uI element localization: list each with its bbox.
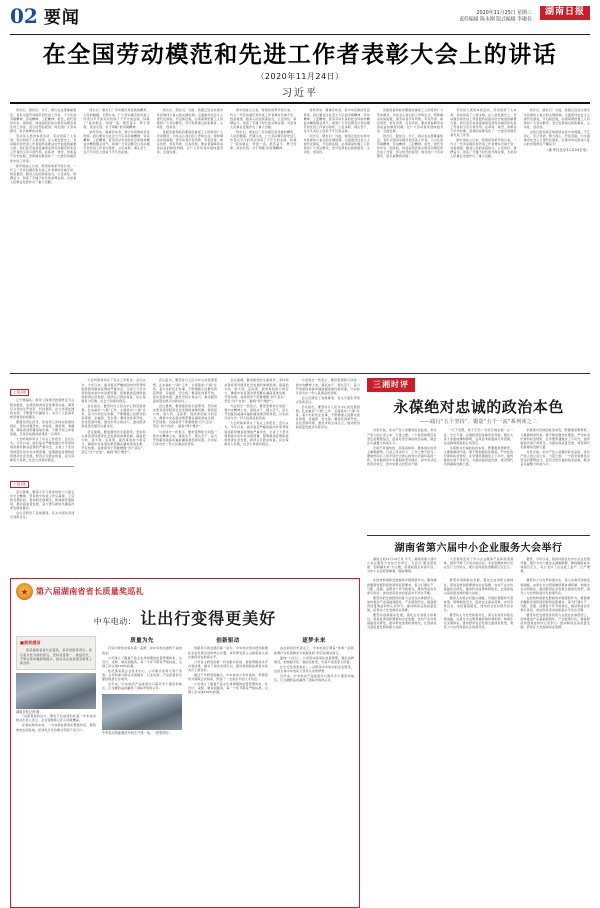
paragraph: 与会同志一致表示，要把思想和行动统一到中央精神上来，真抓实干、埋头苦干，奋力开创富饶美丽幸福新湖南建设新局面，以实际行动交出一份人民满意的答卷。: [224, 404, 289, 421]
paper-logo: 湖南日报: [540, 6, 590, 20]
award-banner-text: 第六届湖南省省长质量奖巡礼: [36, 587, 144, 597]
photo-caption-1: 湖南日报记者 摄: [16, 709, 40, 714]
award-kicker: 中车电动：: [93, 617, 137, 627]
cont-col-1: [10, 378, 74, 574]
lead-col-5: [304, 108, 370, 185]
award-subhead-1: 质量为先: [130, 638, 154, 645]
paragraph: 要坚持把发展经济的着力点放在实体经济上，加快推进产业基础高级化、产业链现代化，提高经济质量效益和核心竞争力。推动制造业高质量发展，培育壮大先进制造业集群。: [367, 595, 437, 613]
paragraph: 要坚持把发展经济的着力点放在实体经济上，加快推进产业基础高级化、产业链现代化，提高经济质量效益和核心竞争力。推动制造业高质量发展，培育壮大先进制造业集群。: [520, 613, 590, 630]
secondary-headline: 湖南省第六届中小企业服务大会举行: [394, 543, 563, 555]
lead-col-8: [524, 108, 590, 185]
publication-date: 2020年11月25日 星期三: [476, 9, 532, 15]
paragraph: 辽宁舰编队、航母工程建设按照既定节点稳步推进，各项试验训练任务顺利完成。海军官兵坚持从严治军、科技强军，在大洋深处锤炼本领，不断提升打赢能力，书写了人民海军转型建设的新篇章。: [10, 398, 75, 419]
page-number: 02: [10, 4, 38, 28]
page-title: 在全国劳动模范和先进工作者表彰大会上的讲话: [42, 42, 558, 68]
commentary-kicker: 三湘时评: [367, 378, 415, 392]
middle-zone: [10, 378, 590, 574]
paragraph: 各级党委和政府要高度重视工人阶级和广大劳动群众，切实关心他们的工作和生活，帮助解决实际困难，使劳动者学有所教、劳有所得、病有所医、老有所养、住有所居。要完善保障劳动者权益的制度机制，让广大劳动者实现体面劳动、全面发展。: [376, 108, 444, 133]
section-title: 要闻: [43, 8, 80, 28]
paragraph: 要坚持人与自然和谐共生，深入实施可持续发展战略，完善生态文明领域统筹协调机制，构建生态文明体系，推动经济社会发展全面绿色转型，建设人与自然和谐共生的现代化。: [520, 578, 590, 595]
photo-caption-2: 中车电动智能制造车间生产线一角。（资料图片）: [102, 731, 173, 736]
masthead: [10, 6, 590, 35]
paragraph: 永葆绝对忠诚的政治本色，既要靠思想教育，又要靠制度约束。要不断加强党性锻炼，严守政治纪律和政治规矩，在学懂弄通做实上下功夫，始终做到忠诚干净担当，为推动高质量发展、建设现代化新湖南贡献力量。: [520, 428, 590, 449]
paragraph: 同志们、朋友们！当前，我国正处在实现中华民族伟大复兴的关键时期。全面建设社会主义现代化国家，开启新征程，必须紧紧依靠工人阶级和广大劳动群众，充分发挥他们的积极性、主动性、创造性。: [303, 134, 370, 155]
award-banner: [16, 583, 354, 600]
cont-col-4: [224, 378, 288, 574]
commentary-col-1: [367, 428, 437, 532]
paragraph: 大会听取和审议了有关工作报告，会议认为，今年以来，面对复杂严峻的国内外形势特别是新冠肺炎疫情的严重冲击，全省上下坚决贯彻落实党中央决策部署，统筹推进疫情防控和经济社会发展，经济运行稳步恢复，民生保障有力有效，社会大局保持稳定。: [224, 421, 289, 446]
paragraph: 创新是引领发展的第一动力。中车电动坚持把创新摆在企业发展全局的核心位置，每年研发投入占销售收入的比重保持在较高水平。: [188, 646, 268, 659]
award-seal-icon: [16, 583, 33, 600]
paragraph: 会议指出，要坚持以人民为中心的发展思想，扎实做好“六稳”工作、全面落实“六保”任务，着力办好民生实事，不断增强人民群众的获得感、幸福感、安全感。要深化改革开放，优化营商环境，激发市场主体活力，推动经济高质量发展迈出新步伐。: [81, 404, 146, 429]
paragraph: 会议还研究了其他事项。有关方面负责同志列席会议。: [10, 511, 75, 520]
paragraph: 公司自主研发的新一代电驱动系统、智能网联技术平台等成果，填补了国内多项空白，推动我国新能源客车技术迈上新台阶。: [188, 659, 268, 672]
article-signature: （新华社北京11月24日电）: [545, 148, 590, 153]
sidebar-box-title: ■获奖感言: [20, 640, 41, 646]
lead-col-7: [450, 108, 516, 185]
paragraph: 会议指出，要坚持以人民为中心的发展思想，扎实做好“六稳”工作、全面落实“六保”任务，着力办好民生实事，不断增强人民群众的获得感、幸福感、安全感。要深化改革开放，优化营商环境，激发市场主体活力，推动经济高质量发展迈出新步伐。: [152, 378, 218, 403]
award-title-row: [16, 606, 354, 629]
secondary-col-2: [444, 557, 514, 574]
bottom-col-3: [520, 578, 590, 908]
paragraph: 站在新的历史起点上，中车电动正朝着“世界一流新能源汽车系统解决方案提供商”的目标阔步前行。: [274, 646, 354, 655]
commentary-subtitle: ——践行“五个坚持”、锻造“五个一流”系列谈之二: [419, 419, 538, 426]
paragraph: 忠诚不是抽象的，而是具体的。要体现在政治上旗帜鲜明、行动上坚决有力、工作上勇于担当。要始终同以习近平同志为核心的党中央保持高度一致，自觉做到党中央提倡的坚决响应、党中央决定的坚决执行、党中央禁止的坚决不做。: [367, 445, 437, 467]
cont-col-3: [153, 378, 217, 574]
paragraph: 近年来，中车电动产品批量出口海外多个国家和地区，以过硬的品质赢得了国际市场的认可。: [274, 674, 354, 683]
byline: 习近平: [282, 88, 318, 100]
bottom-col-1: [367, 578, 437, 908]
paragraph: 同志们、朋友们！劳动模范是民族的精英、人民的楷模。长期以来，广大劳动模范和先进工作者以平凡的劳动创造了不平凡的业绩，铸就了“爱岗敬业、争创一流，艰苦奋斗、勇于创新，淡泊名利、甘于奉献”的劳模精神。: [230, 129, 297, 151]
paragraph: 大会现场发布了中小企业服务产品和政策清单，组织开展了专场对接活动，多家金融机构与企业签订合作协议，累计意向授信金额超过百亿元。: [443, 557, 514, 570]
paragraph: 新中国成立以来，特别是改革开放以来，一代又一代劳动模范和先进工作者秉持忠诚于党、热爱祖国、服务人民的崇高信念，立足岗位、拼搏奋斗，创造了无愧于时代的光辉业绩，为党和人民事业发展作出了重大贡献。: [230, 108, 297, 129]
paragraph: 要深入实施乡村振兴战略，巩固拓展脱贫攻坚成果，保障粮食安全，促进农业高质高效、乡村宜居宜业、农民富裕富足，加快农业农村现代化步伐。: [443, 595, 514, 613]
lead-col-3: [157, 108, 223, 185]
paragraph: 对党忠诚，是共产党人首要的政治品质，是共产党人的立身之本、力量之源。一个政党如果没有坚定的理想信念，没有对党忠诚的政治品格，就会丧失凝聚力和战斗力。: [520, 449, 590, 467]
paragraph: 让出行变得更美好——这既是中车电动的企业愿景，也是全体中车电动人孜孜以求的梦想。: [274, 664, 354, 673]
paragraph: 让我们更加紧密地团结在党中央周围，不忘初心、牢记使命，勠力同心、开拓进取，为全面建设社会主义现代化国家、实现中华民族伟大复兴的中国梦而不懈奋斗！: [523, 129, 590, 147]
masthead-left: [10, 6, 80, 27]
commentary-block: [367, 378, 590, 574]
secondary-col-1: [367, 557, 437, 574]
paragraph: 崇尚劳动、尊重劳动者，是中华民族的优良传统。我们要在全社会大力弘扬劳模精神、劳动精神、工匠精神，营造劳动光荣的社会风尚和精益求精的敬业风气。希望广大劳动群众以劳动模范和先进工作者为榜样，立足本职、埋头苦干，在平凡岗位上创造不平凡的业绩。: [83, 129, 150, 155]
paragraph: 大会听取和审议了有关工作报告，会议认为，今年以来，面对复杂严峻的国内外形势特别是新冠肺炎疫情的严重冲击，全省上下坚决贯彻落实党中央决策部署，统筹推进疫情防控和经济社会发展，经济运行稳步恢复，民生保障有力有效，社会大局保持稳定。: [10, 437, 75, 462]
headline-subtitle: （2020年11月24日）: [256, 72, 344, 82]
paragraph: 要坚持人与自然和谐共生，深入实施可持续发展战略，完善生态文明领域统筹协调机制，构建生态文明体系，推动经济社会发展全面绿色转型，建设人与自然和谐共生的现代化。: [443, 613, 514, 630]
bottom-zone: [10, 578, 590, 908]
paragraph: 与会同志一致表示，要把思想和行动统一到中央精神上来，真抓实干、埋头苦干，奋力开创富饶美丽幸福新湖南建设新局面，以实际行动交出一份人民满意的答卷。: [152, 429, 218, 446]
paragraph: 崇尚劳动、尊重劳动者，是中华民族的优良传统。我们要在全社会大力弘扬劳模精神、劳动精神、工匠精神，营造劳动光荣的社会风尚和精益求精的敬业风气。希望广大劳动群众以劳动模范和先进工作者为榜样，立足本职、埋头苦干，在平凡岗位上创造不平凡的业绩。: [303, 108, 370, 133]
award-title: 让出行变得更美好: [140, 609, 277, 629]
paragraph: 劳动是人类的本质活动，劳动创造了人本身，劳动创造了人类文明。在人类发展史上，劳动模范和先进工作者始终是推动历史前进的重要力量。我们党历来高度重视发挥劳动模范和先进工作者的示范引领作用。在革命、建设、改革各个历史时期，党和国家都表彰了一大批劳动模范和先进工作者。: [450, 108, 517, 137]
award-col-2: [188, 633, 268, 903]
paragraph: 据悉，今年以来，我省持续优化中小企业发展环境，累计为中小微企业减税降费、降低融资成本等超百亿元，有力支持了企业复工复产、达产增效。: [520, 557, 590, 574]
paragraph: 要坚持创新驱动发展，强化企业创新主体地位，促进各类创新要素向企业集聚，支持产业共性基础技术研发，推动科技成果转移转化，让创新成为高质量发展的强大动能。: [443, 578, 514, 595]
feature-photo-2: [102, 694, 182, 730]
award-col-3: [274, 633, 354, 903]
secondary-article: [367, 535, 590, 574]
paragraph: 要坚持创新驱动发展，强化企业创新主体地位，促进各类创新要素向企业集聚，支持产业共性基础技术研发，推动科技成果转移转化，让创新成为高质量发展的强大动能。: [367, 613, 437, 630]
paragraph: 在加快构建新发展格局中展现新作为。要准确把握新发展阶段的新特征新要求，着力打通生产、分配、流通、消费各个环节的堵点，推动形成需求牵引供给、供给创造需求的更高水平动态平衡。: [367, 578, 437, 595]
paragraph: 公司建立了覆盖产品全生命周期的质量管理体系，从设计、采购、制造到服务，每一个环节都有严格标准，关键工序实现100%检测。: [188, 682, 268, 695]
paragraph: 湖南日报11月24日讯 今天，湖南省第六届中小企业服务大会在长沙举行。大会以“服务促发展、创新赢未来”为主题，搭建政银企对接平台，为中小企业纾困解难、赋能增效。: [367, 557, 437, 574]
award-subhead-2: 创新驱动: [216, 638, 240, 645]
paragraph: “永葆青春的活力，源自于对品质的执着。”中车电动相关负责人表示，企业将继续以匠心铸就精品。: [16, 714, 96, 723]
paragraph: 近年来，中车电动产品批量出口海外多个国家和地区，以过硬的品质赢得了国际市场的认可。: [102, 682, 182, 691]
lead-col-1: [10, 108, 76, 185]
continuation-articles: [10, 378, 360, 574]
paragraph: 会议还研究了其他事项。有关方面负责同志列席会议。: [295, 395, 361, 404]
paragraph: 同志们，朋友们：今天，我们在这里隆重集会，表彰全国劳动模范和先进工作者，大力弘扬劳模精神、劳动精神、工匠精神。首先，我代表党中央、国务院，向受到表彰的全国劳动模范和先进工作者，表示热烈的祝贺！向全国广大劳动群众，致以诚挚的问候！: [10, 108, 77, 133]
paragraph: 同志们、朋友们！劳动模范是民族的精英、人民的楷模。长期以来，广大劳动模范和先进工作者以平凡的劳动创造了不平凡的业绩，铸就了“爱岗敬业、争创一流，艰苦奋斗、勇于创新，淡泊名利、甘于奉献”的劳模精神。: [83, 108, 150, 129]
publication-meta: [459, 7, 532, 24]
commentary-title: 永葆绝对忠诚的政治本色: [393, 398, 564, 417]
paragraph: 各级党委和政府要高度重视工人阶级和广大劳动群众，切实关心他们的工作和生活，帮助解决实际困难，使劳动者学有所教、劳有所得、病有所医、老有所养、住有所居。要完善保障劳动者权益的制度机制，让广大劳动者实现体面劳动、全面发展。: [156, 129, 224, 155]
bottom-col-2: [444, 578, 514, 908]
paragraph: 要强化责任担当，把各项工作抓实抓细抓到位，坚持问题导向，补短板、强弱项、堵漏洞，确保各项部署落地见效，不断开创工作新局面，以优异成绩迎接建党一百周年。: [10, 419, 75, 437]
paragraph: 荣获湖南省省长质量奖，是荣誉更是责任。我们将以此为新的起点，坚持质量第一、效益优先，不断完善卓越绩效模式，推动企业高质量发展再上新台阶。: [20, 648, 92, 665]
paragraph: 在加快构建新发展格局中展现新作为。要准确把握新发展阶段的新特征新要求，着力打通生产、分配、流通、消费各个环节的堵点，推动形成需求牵引供给、供给创造需求的更高水平动态平衡。: [520, 595, 590, 613]
continuation-tag: 上接1版: [10, 389, 29, 396]
bottom-right-columns: [367, 578, 590, 908]
commentary-col-3: [520, 428, 590, 532]
paragraph: 通过产学研深度融合，中车电动与多所高校、科研院所共建联合实验室，形成了一支高水平的人才队伍。: [188, 673, 268, 682]
feature-photo-1: [16, 673, 96, 709]
paragraph: 会议强调，要加强党的全面领导，坚持和完善党领导经济社会发展的体制机制，提高把方向、谋大局、定政策、促改革的能力和定力，确保中央各项决策部署在湖南落地生根、开花结果。各级领导干部要增强“四个意识”、坚定“四个自信”、做到“两个维护”。: [81, 429, 146, 455]
award-sidebar-box: [16, 636, 96, 669]
paragraph: 永葆绝对忠诚的政治本色，既要靠思想教育，又要靠制度约束。要不断加强党性锻炼，严守政治纪律和政治规矩，在学懂弄通做实上下功夫，始终做到忠诚干净担当，为推动高质量发展、建设现代化新湖南贡献力量。: [443, 445, 514, 467]
paragraph: 新中国成立以来，特别是改革开放以来，一代又一代劳动模范和先进工作者秉持忠诚于党、热爱祖国、服务人民的崇高信念，立足岗位、拼搏奋斗，创造了无愧于时代的光辉业绩，为党和人民事业发展作出了重大贡献。: [450, 138, 517, 159]
paragraph: 大会听取和审议了有关工作报告，会议认为，今年以来，面对复杂严峻的国内外形势特别是新冠肺炎疫情的严重冲击，全省上下坚决贯彻落实党中央决策部署，统筹推进疫情防控和经济社会发展，经济运行稳步恢复，民生保障有力有效，社会大局保持稳定。: [81, 378, 146, 403]
lead-col-6: [377, 108, 443, 185]
cont-col-2: [81, 378, 145, 574]
paragraph: 会议强调，要深入学习贯彻党的十九届五中全会精神，坚持稳中求进工作总基调，立足新发展阶段，贯彻新发展理念，构建新发展格局，推动高质量发展，奋力谱写新时代湖南改革发展新篇章。: [10, 489, 75, 511]
masthead-right: [459, 6, 590, 22]
paragraph: 新中国成立以来，特别是改革开放以来，一代又一代劳动模范和先进工作者秉持忠诚于党、热爱祖国、服务人民的崇高信念，立足岗位、拼搏奋斗，创造了无愧于时代的光辉业绩，为党和人民事业发展作出了重大贡献。: [10, 163, 77, 185]
editor-credits: 责任编辑 陈永刚 版式编辑 李珈名: [459, 16, 532, 22]
secondary-col-3: [520, 557, 590, 574]
paragraph: 会议指出，要坚持以人民为中心的发展思想，扎实做好“六稳”工作、全面落实“六保”任务，着力办好民生实事，不断增强人民群众的获得感、幸福感、安全感。要深化改革开放，优化营商环境，激发市场主体活力，推动经济高质量发展迈出新步伐。: [295, 405, 361, 430]
paragraph: 劳动是人类的本质活动，劳动创造了人本身，劳动创造了人类文明。在人类发展史上，劳动模范和先进工作者始终是推动历史前进的重要力量。我们党历来高度重视发挥劳动模范和先进工作者的示范引领作用。在革命、建设、改革各个历史时期，党和国家都表彰了一大批劳动模范和先进工作者。: [10, 134, 77, 163]
paragraph: 打造中国电动客车第一品牌，是中车电动始终不渝的追求。: [102, 646, 182, 655]
paragraph: 公司建立了覆盖产品全生命周期的质量管理体系，从设计、采购、制造到服务，每一个环节都有严格标准，关键工序实现100%检测。: [102, 655, 182, 668]
divider: [10, 466, 74, 467]
lead-col-2: [83, 108, 149, 185]
lead-col-4: [230, 108, 296, 185]
award-feature: [10, 578, 360, 908]
award-subhead-3: 逐梦未来: [302, 638, 326, 645]
award-col-1: [102, 633, 182, 903]
paragraph: 与会同志一致表示，要把思想和行动统一到中央精神上来，真抓实干、埋头苦干，奋力开创富饶美丽幸福新湖南建设新局面，以实际行动交出一份人民满意的答卷。: [295, 378, 361, 395]
paragraph: 面向“十四五”，公司将持续深化质量管理，强化品牌建设，加快数字化、智能化转型，为客户创造更大价值。: [274, 655, 354, 664]
lead-article-body: [10, 108, 590, 374]
paragraph: 同志们、朋友们！当前，我国正处在实现中华民族伟大复兴的关键时期。全面建设社会主义现代化国家，开启新征程，必须紧紧依靠工人阶级和广大劳动群众，充分发挥他们的积极性、主动性、创造性。: [156, 108, 224, 129]
paragraph: 会议强调，要加强党的全面领导，坚持和完善党领导经济社会发展的体制机制，提高把方向、谋大局、定政策、促改革的能力和定力，确保中央各项决策部署在湖南落地生根、开花结果。各级领导干部要增强“四个意识”、坚定“四个自信”、做到“两个维护”。: [224, 378, 289, 403]
paragraph: 在智能制造车间，一台台新能源客车整装待发，即将驶向全国各地，把绿色出行的理念带到千家万户。: [16, 723, 96, 732]
lead-headline-block: [10, 35, 590, 104]
continuation-tag-2: 上接1版: [10, 481, 29, 488]
paragraph: 会议强调，要加强党的全面领导，坚持和完善党领导经济社会发展的体制机制，提高把方向、谋大局、定政策、促改革的能力和定力，确保中央各项决策部署在湖南落地生根、开花结果。各级领导干部要增强“四个意识”、坚定“四个自信”、做到“两个维护”。: [152, 404, 218, 429]
paragraph: 同志们、朋友们！当前，我国正处在实现中华民族伟大复兴的关键时期。全面建设社会主义现代化国家，开启新征程，必须紧紧依靠工人阶级和广大劳动群众，充分发挥他们的积极性、主动性、创造性。: [523, 108, 590, 129]
paragraph: 同志们，朋友们：今天，我们在这里隆重集会，表彰全国劳动模范和先进工作者，大力弘扬劳模精神、劳动精神、工匠精神。首先，我代表党中央、国务院，向受到表彰的全国劳动模范和先进工作者，表示热烈的祝贺！向全国广大劳动群众，致以诚挚的问候！: [376, 134, 444, 159]
paragraph: 依托国家级企业技术中心，公司累计获得专利千余项，主导和参与制定多项国家、行业标准，产品质量和可靠性稳居行业前列。: [102, 668, 182, 682]
commentary-col-2: [444, 428, 514, 532]
paragraph: “天下至德，莫大于忠。”对党忠诚必须一心一意、矢志不渝，必须经得起各种风浪考验。要在大是大非面前旗帜鲜明，在风浪考验面前无所畏惧，在各种诱惑面前立场坚定。: [443, 428, 514, 445]
paragraph: 对党忠诚，是共产党人首要的政治品质，是共产党人的立身之本、力量之源。一个政党如果没有坚定的理想信念，没有对党忠诚的政治品格，就会丧失凝聚力和战斗力。: [367, 428, 437, 445]
cont-col-5: [296, 378, 360, 574]
award-col-side: [16, 633, 96, 903]
